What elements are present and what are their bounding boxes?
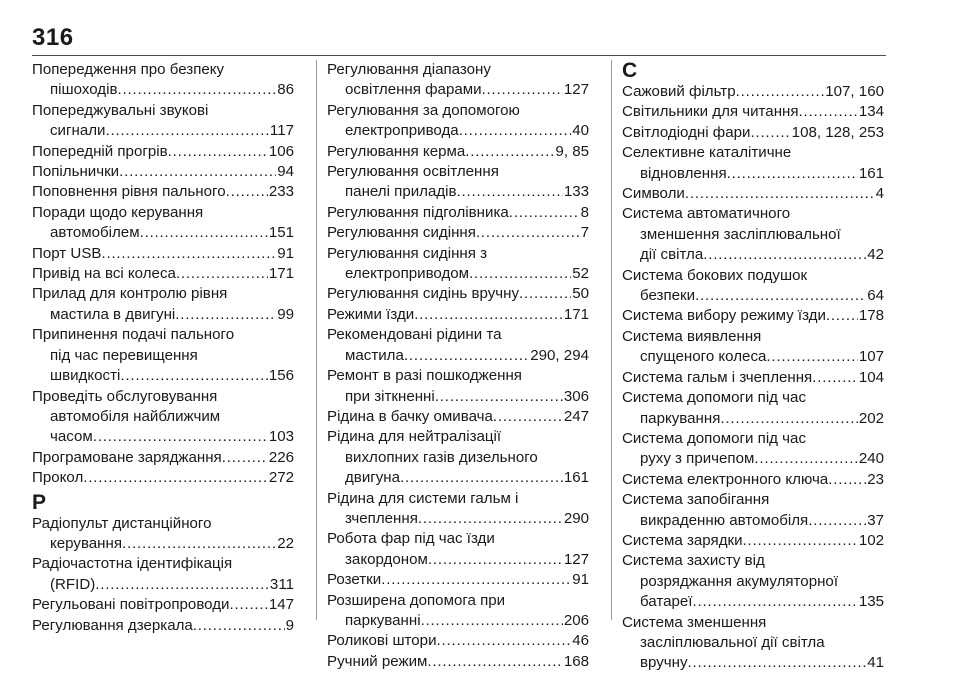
dot-leader [469, 264, 571, 284]
index-page-reference[interactable]: 171 [268, 265, 294, 283]
index-entry [622, 429, 884, 470]
index-entry-text: Система електронного ключа [622, 470, 829, 488]
page-number: 316 [32, 24, 74, 51]
index-page-reference[interactable]: 91 [277, 244, 294, 262]
index-page-reference[interactable]: 290 [563, 509, 589, 527]
index-entry [327, 284, 589, 304]
index-entry-text: Сажовий фільтр [622, 83, 736, 100]
index-entry [32, 387, 294, 448]
index-entry-text: Ручний режим [327, 652, 428, 670]
index-entry-text: Система бокових подушок [622, 266, 808, 284]
dot-leader [482, 80, 563, 100]
index-page-reference[interactable]: 161 [563, 469, 589, 487]
index-entry [622, 531, 884, 551]
index-entry [32, 468, 294, 488]
index-entry [32, 264, 294, 284]
dot-leader [120, 366, 267, 386]
index-entry [622, 266, 884, 307]
index-entry-text: паркування [640, 409, 721, 427]
index-entry-text: мастила [345, 346, 404, 364]
dot-leader [105, 121, 268, 141]
index-entry [32, 325, 294, 386]
index-entry-text: при зіткненні [345, 387, 435, 405]
index-entry [622, 123, 884, 143]
index-page-reference[interactable]: 240 [858, 450, 884, 468]
dot-leader [418, 509, 563, 529]
index-entry-text: Прилад для контролю рівня [32, 285, 228, 303]
index-entry [327, 652, 589, 672]
index-page-reference[interactable]: 178 [858, 307, 884, 325]
index-entry-text: автомобіля найближчим [50, 407, 221, 425]
index-entry-text: Регулювання підголівника [327, 203, 509, 221]
dot-leader [808, 511, 866, 531]
dot-leader [122, 534, 276, 554]
index-page-reference[interactable]: 4 [875, 185, 884, 203]
index-entry-text: вихлопних газів дизельного [345, 448, 538, 466]
index-entry-text: Попільнички [32, 163, 120, 181]
index-page-reference[interactable]: 247 [563, 407, 589, 425]
index-page-reference[interactable]: 290, 294 [530, 346, 589, 364]
index-entry-text: безпеки [640, 287, 696, 305]
index-page-reference[interactable]: 107, 160 [825, 83, 884, 100]
index-page-reference[interactable]: 311 [269, 575, 294, 593]
index-page-reference[interactable]: 127 [563, 81, 589, 99]
index-entry-text: Поради щодо керування [32, 203, 204, 221]
dot-leader [381, 570, 571, 590]
index-page-reference[interactable]: 134 [858, 103, 884, 121]
dot-leader [509, 203, 580, 223]
index-entry-text: Система автоматичного [622, 205, 791, 223]
index-entry [32, 448, 294, 468]
index-entry-text: Припинення подачі пального [32, 326, 235, 344]
index-entry-text: керування [50, 534, 123, 552]
index-entry [622, 204, 884, 265]
index-entry-text: Рідина в бачку омивача [327, 407, 493, 425]
index-page-reference[interactable]: 168 [563, 652, 589, 670]
index-entry [622, 327, 884, 368]
index-entry-text: Регулювання діапазону [327, 61, 491, 78]
index-entry [32, 203, 294, 244]
index-entry-text: Система виявлення [622, 327, 762, 345]
index-entry [327, 529, 589, 570]
index-entry-text: засліплювальної дії світла [640, 633, 825, 651]
index-entry [32, 60, 294, 101]
index-page-reference[interactable]: 40 [572, 122, 589, 140]
dot-leader [750, 123, 790, 143]
index-entry-text: двигуна [345, 469, 401, 487]
index-entry-text: електропривода [345, 122, 459, 140]
index-entry-text: (RFID) [50, 575, 96, 593]
index-entry-text: Радіопульт дистанційного [32, 514, 212, 532]
index-entry [327, 407, 589, 427]
dot-leader [117, 80, 276, 100]
dot-leader [688, 653, 867, 673]
index-entry-text: відновлення [640, 164, 727, 182]
index-entry-text: вручну [640, 654, 688, 672]
dot-leader [465, 142, 554, 162]
dot-leader [493, 407, 563, 427]
dot-leader [175, 305, 276, 325]
index-entry-text: Система запобігання [622, 491, 770, 509]
index-page-reference[interactable]: 171 [563, 305, 589, 323]
index-page-reference[interactable]: 206 [563, 611, 589, 629]
index-entry [327, 60, 589, 101]
index-entry-text: панелі приладів [345, 183, 457, 201]
index-page-reference[interactable]: 46 [572, 632, 589, 650]
index-entry-text: Порт USB [32, 244, 102, 262]
index-entry-text: швидкості [50, 367, 121, 385]
index-page-reference[interactable]: 7 [580, 224, 589, 242]
index-page-reference[interactable]: 104 [858, 368, 884, 386]
index-page-reference[interactable]: 272 [268, 469, 294, 487]
index-page-reference[interactable]: 106 [268, 142, 294, 160]
index-page-reference[interactable]: 41 [867, 654, 884, 672]
index-entry-text: Селективне каталітичне [622, 144, 792, 162]
dot-leader [720, 409, 857, 429]
dot-leader [421, 611, 563, 631]
dot-leader [93, 427, 268, 447]
dot-leader [83, 468, 268, 488]
index-entry-text: закордоном [345, 550, 428, 568]
index-page-reference[interactable]: 135 [858, 593, 884, 611]
index-entry-text: Регульовані повітропроводи [32, 596, 230, 614]
index-page-reference[interactable]: 151 [268, 224, 294, 242]
dot-leader [140, 223, 268, 243]
index-entry-text: Програмоване заряджання [32, 448, 222, 466]
dot-leader [736, 82, 825, 102]
index-entry-text: Система допомоги під час [622, 429, 806, 447]
index-entry-text: Розетки [327, 571, 382, 589]
index-entry [622, 82, 884, 102]
dot-leader [826, 306, 858, 326]
dot-leader [692, 592, 857, 612]
index-letter-heading: С [622, 59, 638, 82]
index-entry-text: зчеплення [345, 509, 418, 527]
index-entry-text: Регулювання за допомогою [327, 101, 520, 119]
dot-leader [222, 448, 268, 468]
index-entry-text: Система гальм і зчеплення [622, 368, 813, 386]
index-entry-text: під час перевищення [50, 346, 198, 364]
index-entry [622, 388, 884, 429]
index-entry [327, 223, 589, 243]
index-page-reference[interactable]: 133 [563, 183, 589, 201]
index-entry [327, 142, 589, 162]
index-entry-text: Прокол [32, 469, 84, 487]
index-entry [32, 182, 294, 202]
index-entry-text: мастила в двигуні [50, 305, 176, 323]
dot-leader [459, 121, 572, 141]
index-entry-text: Регулювання сидінь вручну [327, 285, 519, 303]
index-entry [327, 305, 589, 325]
dot-leader [812, 368, 858, 388]
index-entry-text: Роликові штори [327, 632, 437, 650]
index-entry-text: Привід на всі колеса [32, 265, 176, 283]
dot-leader [703, 245, 866, 265]
index-page-reference[interactable]: 86 [277, 81, 294, 99]
dot-leader [828, 470, 866, 490]
index-entry-text: Система зарядки [622, 531, 743, 549]
index-page-reference[interactable]: 147 [268, 596, 294, 614]
index-page-reference[interactable]: 37 [867, 511, 884, 529]
index-entry-text: Ремонт в разі пошкодження [327, 367, 522, 385]
index-entry [327, 427, 589, 488]
index-page-reference[interactable]: 8 [580, 203, 589, 221]
index-entry-text: Проведіть обслуговування [32, 387, 218, 405]
column-divider [611, 60, 612, 620]
index-page-reference[interactable]: 22 [277, 534, 294, 552]
index-entry-text: Регулювання сидіння з [327, 244, 488, 262]
dot-leader [743, 531, 858, 551]
index-column-3 [622, 60, 884, 674]
index-page-reference[interactable]: 9, 85 [555, 142, 589, 160]
index-entry-text: Рекомендовані рідини та [327, 326, 502, 344]
index-entry-text: розряджання акумуляторної [640, 572, 839, 590]
index-entry [327, 203, 589, 223]
dot-leader [427, 652, 562, 672]
index-entry-text: Рідина для системи гальм і [327, 489, 519, 507]
index-page-reference[interactable]: 156 [268, 367, 294, 385]
dot-leader [229, 595, 267, 615]
dot-leader [119, 162, 276, 182]
index-entry-text: Поповнення рівня пального [32, 183, 226, 201]
index-entry [622, 102, 884, 122]
index-entry-text: пішоходів [50, 81, 118, 99]
index-entry [327, 366, 589, 407]
index-entry [32, 101, 294, 142]
index-page-reference[interactable]: 42 [867, 246, 884, 264]
dot-leader [101, 244, 276, 264]
index-page-reference[interactable]: 306 [563, 387, 589, 405]
header-rule [32, 55, 886, 56]
index-entry [622, 368, 884, 388]
index-entry [622, 613, 884, 674]
index-page-reference[interactable]: 103 [268, 428, 294, 446]
index-page-reference[interactable]: 9 [285, 616, 294, 634]
index-page-reference[interactable]: 117 [269, 122, 294, 140]
index-entry-text: Система зменшення [622, 613, 767, 631]
index-entry [327, 591, 589, 632]
index-page-reference[interactable]: 226 [268, 448, 294, 466]
index-entry-text: автомобілем [50, 224, 140, 242]
index-page-reference[interactable]: 50 [572, 285, 589, 303]
index-page-reference[interactable]: 52 [572, 265, 589, 283]
index-entry [622, 470, 884, 490]
index-entry-text: Розширена допомога при [327, 591, 506, 609]
index-page-reference[interactable]: 64 [867, 287, 884, 305]
index-entry-text: Регулювання керма [327, 142, 466, 160]
index-entry-text: Система допомоги під час [622, 389, 806, 407]
index-entry [327, 162, 589, 203]
index-page-reference[interactable]: 108, 128, 253 [791, 123, 884, 141]
dot-leader [519, 284, 571, 304]
index-entry-text: сигнали [50, 122, 106, 140]
index-entry-text: Режими їзди [327, 305, 415, 323]
index-entry-text: Регулювання освітлення [327, 163, 499, 181]
index-entry [327, 489, 589, 530]
index-entry [622, 306, 884, 326]
dot-leader [404, 346, 529, 366]
dot-leader [695, 286, 866, 306]
index-entry [32, 244, 294, 264]
dot-leader [799, 102, 858, 122]
index-entry-text: Попередній прогрів [32, 142, 168, 160]
index-entry-text: руху з причепом [640, 450, 755, 468]
index-entry-text: Регулювання дзеркала [32, 616, 193, 634]
index-entry-text: дії світла [640, 246, 704, 264]
index-entry-text: Світлодіодні фари [622, 123, 751, 141]
index-entry [327, 570, 589, 590]
index-page-reference[interactable]: 91 [572, 571, 589, 589]
index-entry-text: Система вибору режиму їзди [622, 307, 826, 325]
index-page-reference[interactable]: 107 [858, 348, 884, 366]
dot-leader [226, 182, 268, 202]
index-page-reference[interactable]: 23 [867, 470, 884, 488]
index-entry-text: батареї [640, 593, 693, 611]
index-entry [327, 325, 589, 366]
index-entry-text: Світильники для читання [622, 103, 799, 121]
dot-leader [176, 264, 268, 284]
index-entry [32, 595, 294, 615]
index-page-reference[interactable]: 94 [277, 163, 294, 181]
dot-leader [414, 305, 563, 325]
index-entry-text: Система захисту від [622, 552, 765, 570]
index-entry [32, 284, 294, 325]
index-entry-text: Символи [622, 185, 685, 203]
index-entry [32, 162, 294, 182]
dot-leader [400, 468, 563, 488]
index-entry [622, 184, 884, 204]
index-entry [32, 142, 294, 162]
index-entry-text: Радіочастотна ідентифікація [32, 555, 233, 573]
dot-leader [766, 347, 857, 367]
column-divider [316, 60, 317, 620]
dot-leader [428, 550, 563, 570]
index-entry [622, 551, 884, 612]
dot-leader [457, 182, 563, 202]
index-entry-text: освітлення фарами [345, 81, 482, 99]
index-page-reference[interactable]: 161 [858, 164, 884, 182]
index-entry-text: паркуванні [345, 611, 421, 629]
dot-leader [168, 142, 268, 162]
index-entry-text: зменшення засліплювальної [640, 225, 841, 243]
dot-leader [727, 164, 858, 184]
index-entry-text: електроприводом [345, 265, 470, 283]
dot-leader [685, 184, 875, 204]
dot-leader [193, 616, 285, 636]
index-page-reference[interactable]: 233 [268, 183, 294, 201]
index-entry [32, 616, 294, 636]
index-page-reference[interactable]: 102 [858, 531, 884, 549]
index-page-reference[interactable]: 99 [277, 305, 294, 323]
index-entry-text: Попередження про безпеку [32, 61, 225, 78]
index-entry-text: часом [50, 428, 93, 446]
index-column-1 [32, 60, 294, 636]
dot-leader [754, 449, 857, 469]
index-entry [622, 490, 884, 531]
index-entry-text: викраденню автомобіля [640, 511, 809, 529]
dot-leader [95, 575, 269, 595]
index-entry-text: Рідина для нейтралізації [327, 428, 502, 446]
dot-leader [476, 223, 580, 243]
index-entry [32, 514, 294, 555]
index-page-reference[interactable]: 127 [563, 550, 589, 568]
index-entry [327, 244, 589, 285]
index-entry-text: Робота фар під час їзди [327, 530, 495, 548]
index-entry [327, 101, 589, 142]
index-entry-text: Регулювання сидіння [327, 224, 476, 242]
index-entry-text: Попереджувальні звукові [32, 101, 209, 119]
index-page-reference[interactable]: 202 [858, 409, 884, 427]
index-entry [622, 143, 884, 184]
index-entry-text: спущеного колеса [640, 348, 767, 366]
index-letter-heading: Р [32, 490, 47, 514]
index-entry [32, 554, 294, 595]
dot-leader [435, 387, 563, 407]
index-column-2 [327, 60, 589, 672]
